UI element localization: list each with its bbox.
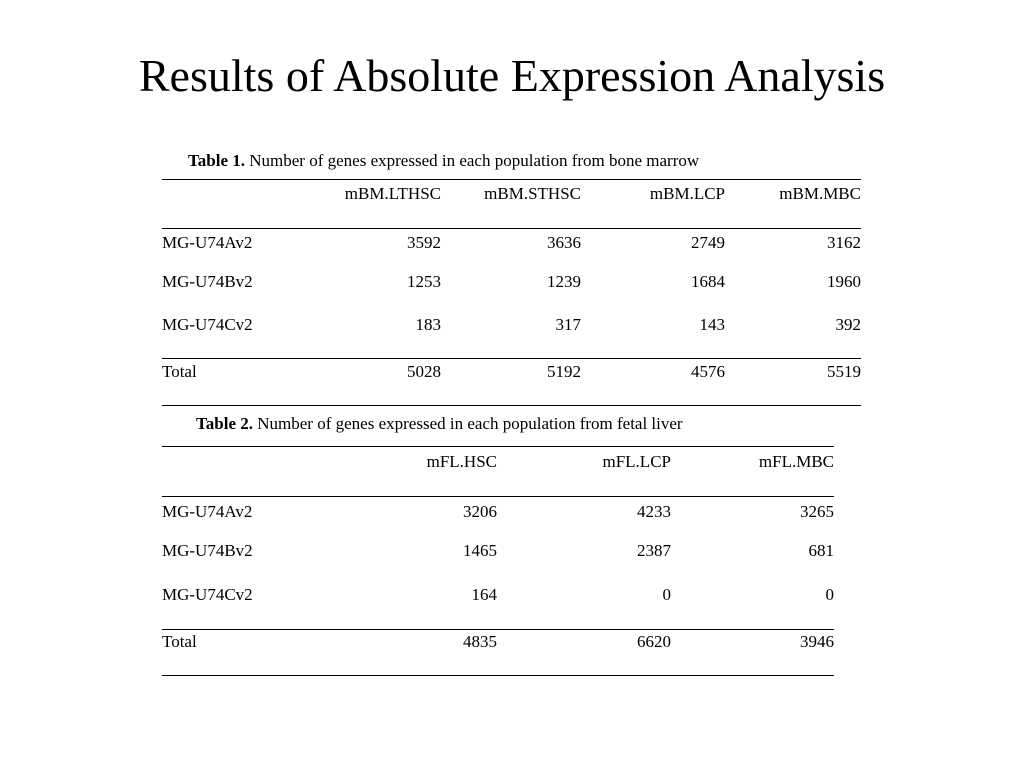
table-cell: 0 xyxy=(825,585,834,604)
table1-caption-label: Table 1. xyxy=(188,151,246,170)
table-row xyxy=(162,541,834,585)
table-cell: 3206 xyxy=(463,502,497,521)
header-cell: mFL.LCP xyxy=(497,447,671,497)
header-cell: mFL.HSC xyxy=(312,447,497,497)
table-cell: 0 xyxy=(662,585,671,604)
slide-title: Results of Absolute Expression Analysis xyxy=(138,50,886,101)
table-cell: 3162 xyxy=(827,233,861,252)
table2-caption xyxy=(196,414,683,434)
table-row xyxy=(162,315,861,359)
table1-caption-text: Number of genes expressed in each population from bone marrow xyxy=(249,151,700,170)
total-cell: 4576 xyxy=(581,359,725,406)
table-cell: 2749 xyxy=(691,233,725,252)
table-row xyxy=(162,497,834,542)
total-cell: 5192 xyxy=(441,359,581,406)
header-cell xyxy=(162,180,312,229)
row-label: MG-U74Bv2 xyxy=(162,272,253,291)
row-label: MG-U74Cv2 xyxy=(162,315,253,334)
table-cell: 392 xyxy=(835,315,861,334)
table-cell: 3636 xyxy=(547,233,581,252)
table-cell: 1239 xyxy=(547,272,581,291)
table-cell: 3265 xyxy=(800,502,834,521)
table2-caption-text: Number of genes expressed in each population from fetal liver xyxy=(257,414,683,433)
table-total-row xyxy=(162,630,834,676)
table-cell: 1684 xyxy=(691,272,725,291)
total-cell: 5519 xyxy=(725,359,861,406)
row-label: MG-U74Cv2 xyxy=(162,585,253,604)
bone-marrow-table xyxy=(162,179,861,406)
table-total-row xyxy=(162,359,861,406)
table1-caption xyxy=(188,151,699,171)
row-label: MG-U74Bv2 xyxy=(162,541,253,560)
header-cell: mBM.LTHSC xyxy=(312,180,441,229)
table-cell: 164 xyxy=(471,585,497,604)
table2-caption-label: Table 2. xyxy=(196,414,254,433)
table-cell: 4233 xyxy=(637,502,671,521)
table-row xyxy=(162,272,861,315)
table-cell: 1253 xyxy=(407,272,441,291)
table-header-row xyxy=(162,180,861,229)
header-cell: mBM.LCP xyxy=(581,180,725,229)
table-row xyxy=(162,229,861,273)
header-cell: mBM.MBC xyxy=(725,180,861,229)
table-cell: 317 xyxy=(555,315,581,334)
table-cell: 1465 xyxy=(463,541,497,560)
total-cell: 3946 xyxy=(671,630,834,676)
header-cell: mBM.STHSC xyxy=(441,180,581,229)
table-cell: 3592 xyxy=(407,233,441,252)
table-cell: 183 xyxy=(415,315,441,334)
row-label: MG-U74Av2 xyxy=(162,502,253,521)
table-cell: 681 xyxy=(808,541,834,560)
table-cell: 2387 xyxy=(637,541,671,560)
table-header-row xyxy=(162,447,834,497)
table-cell: 1960 xyxy=(827,272,861,291)
row-label: MG-U74Av2 xyxy=(162,233,253,252)
fetal-liver-table xyxy=(162,446,834,676)
total-label: Total xyxy=(162,359,312,406)
total-cell: 4835 xyxy=(312,630,497,676)
total-cell: 6620 xyxy=(497,630,671,676)
header-cell xyxy=(162,447,312,497)
total-cell: 5028 xyxy=(312,359,441,406)
header-cell: mFL.MBC xyxy=(671,447,834,497)
table-cell: 143 xyxy=(699,315,725,334)
table-row xyxy=(162,585,834,630)
total-label: Total xyxy=(162,630,312,676)
